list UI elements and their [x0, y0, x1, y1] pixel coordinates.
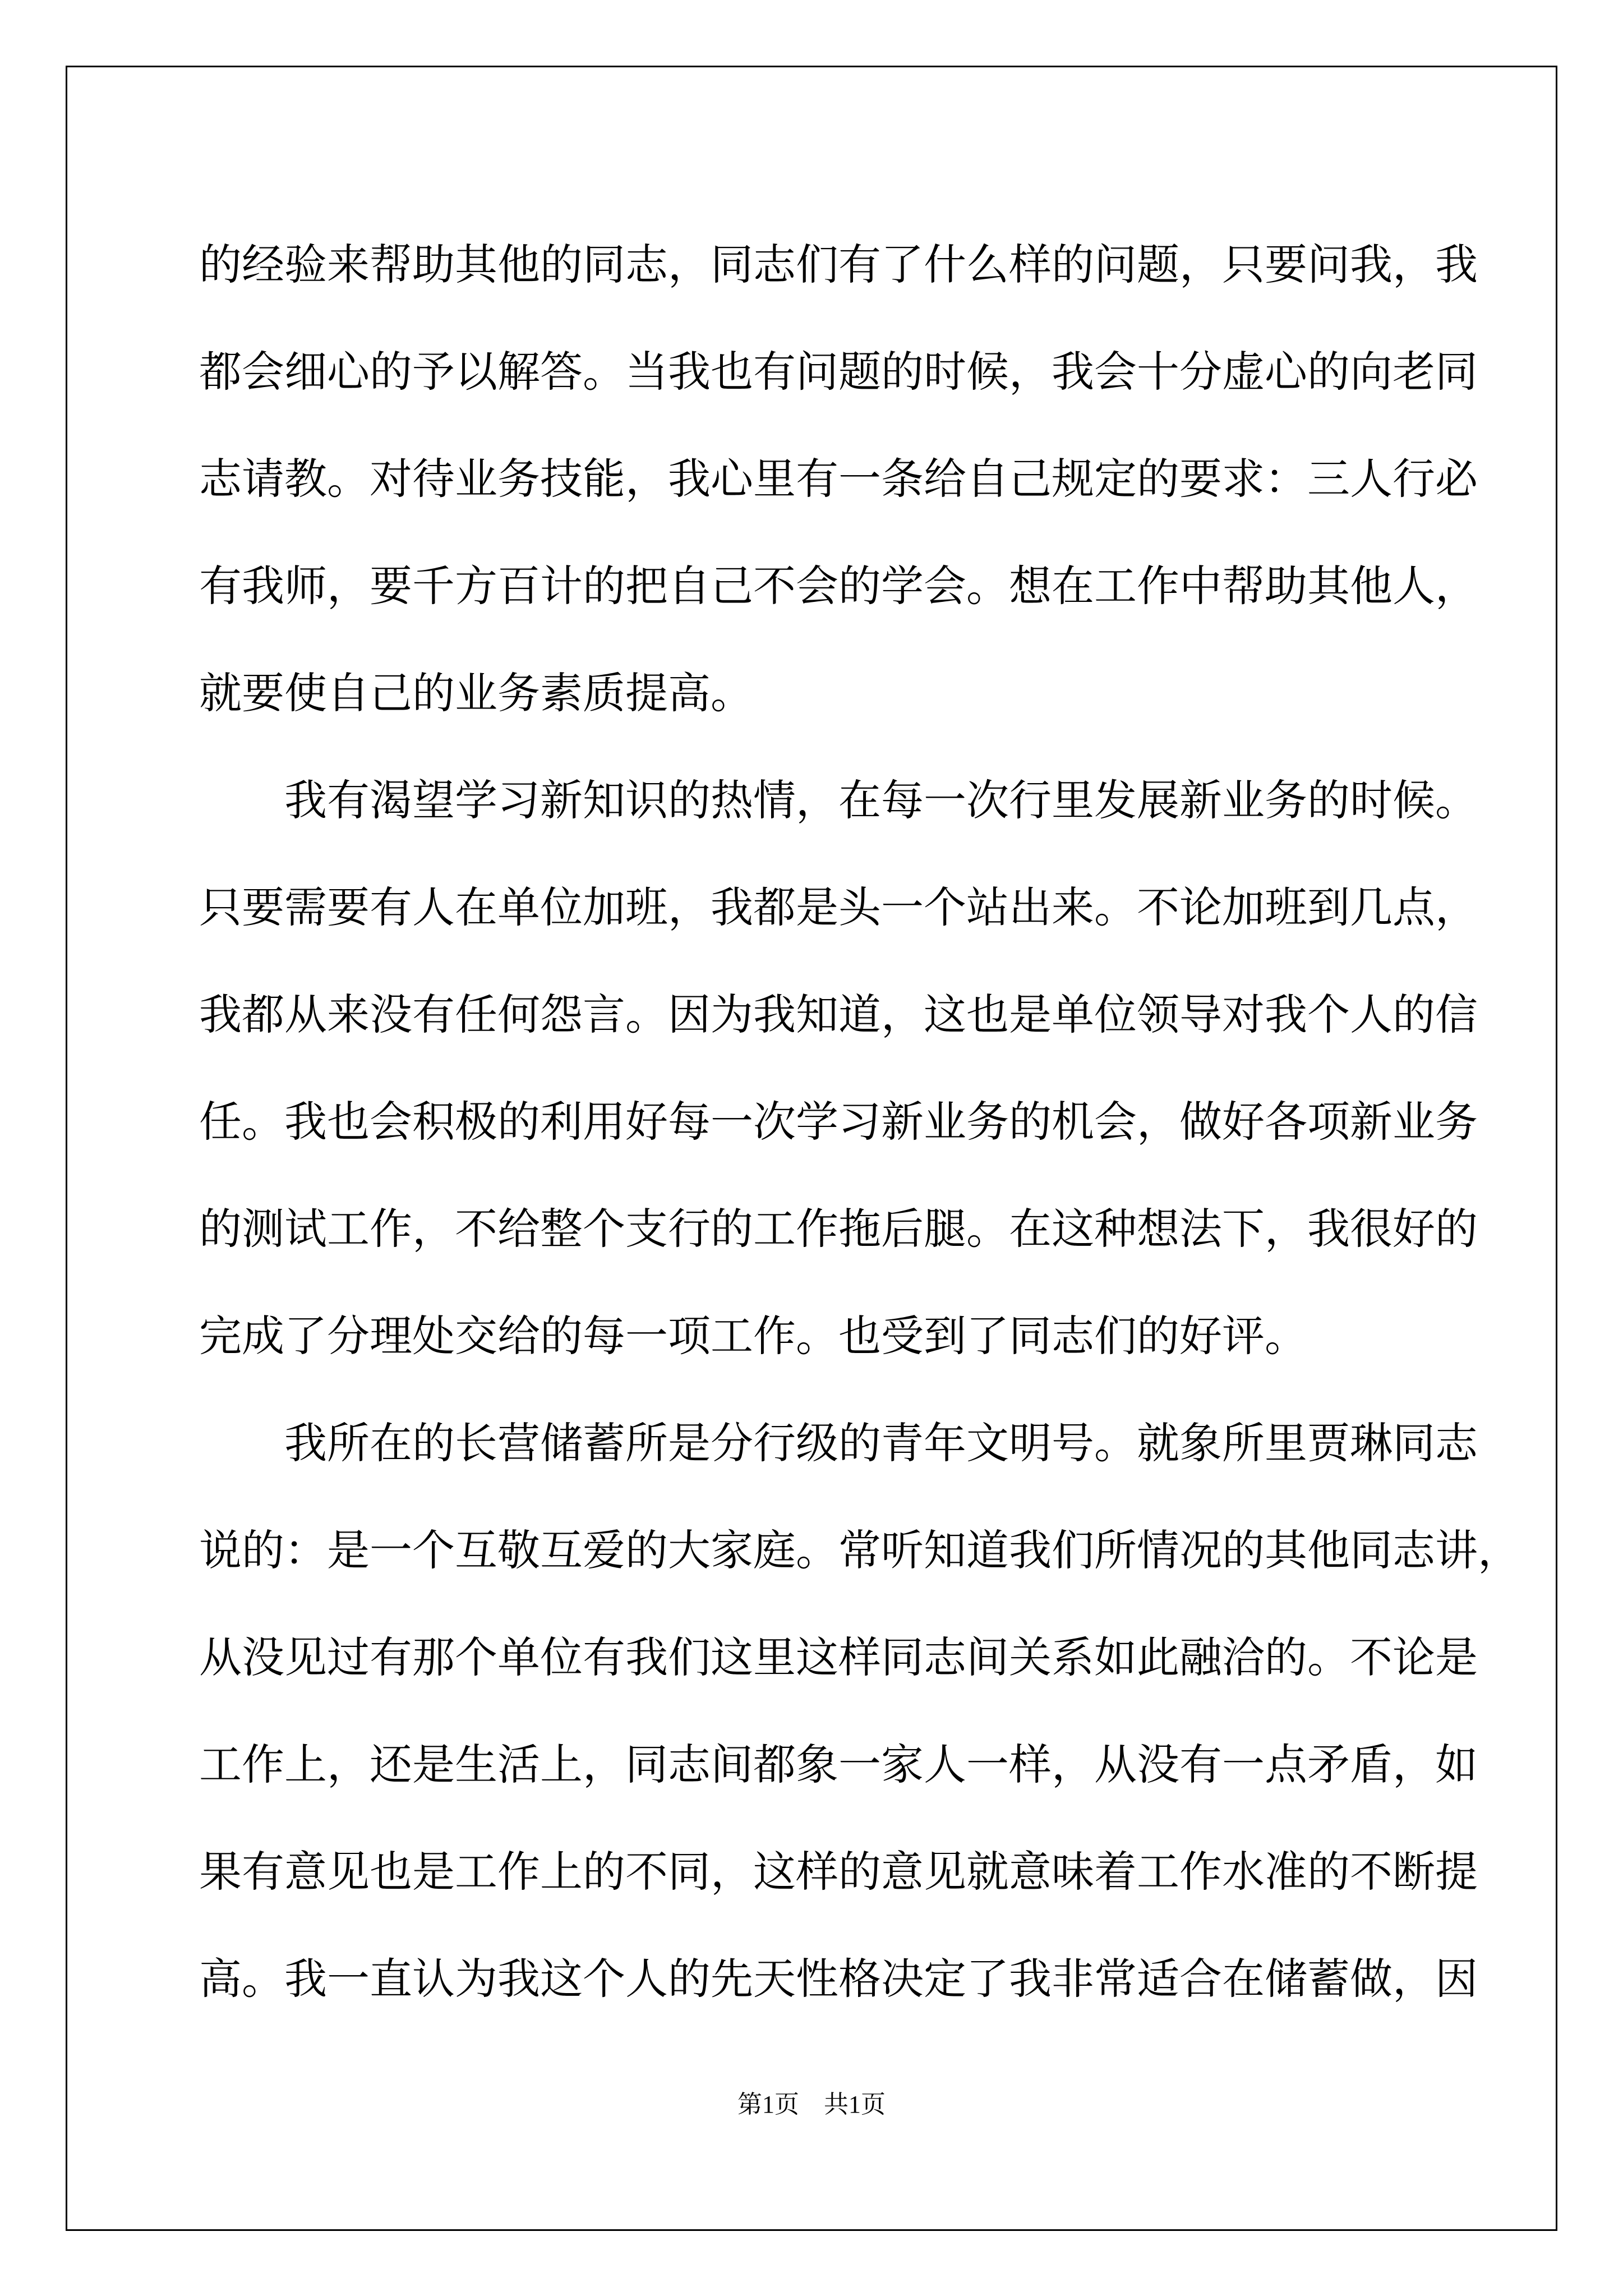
text-line: 的测试工作，不给整个支行的工作拖后腿。在这种想法下，我很好的: [199, 1204, 1478, 1254]
text-line: 工作上，还是生活上，同志间都象一家人一样，从没有一点矛盾，如: [199, 1740, 1478, 1789]
text-line: 完成了分理处交给的每一项工作。也受到了同志们的好评。: [199, 1311, 1307, 1361]
paragraph-first-line: 我所在的长营储蓄所是分行级的青年文明号。就象所里贾琳同志: [284, 1418, 1478, 1468]
document-body: [199, 211, 1520, 2032]
text-line: 有我师，要千方百计的把自己不会的学会。想在工作中帮助其他人，: [199, 561, 1478, 611]
text-line: 就要使自己的业务素质提高。: [199, 668, 753, 718]
paragraph-first-line: 我有渴望学习新知识的热情，在每一次行里发展新业务的时候。: [284, 775, 1478, 825]
text-line: 都会细心的予以解答。当我也有问题的时候，我会十分虚心的向老同: [199, 347, 1478, 397]
text-line: 高。我一直认为我这个人的先天性格决定了我非常适合在储蓄做，因: [199, 1954, 1478, 2004]
text-line: 志请教。对待业务技能，我心里有一条给自己规定的要求：三人行必: [199, 454, 1478, 504]
text-line: 从没见过有那个单位有我们这里这样同志间关系如此融洽的。不论是: [199, 1632, 1478, 1682]
text-line: 只要需要有人在单位加班，我都是头一个站出来。不论加班到几点，: [199, 882, 1478, 932]
text-line: 我都从来没有任何怨言。因为我知道，这也是单位领导对我个人的信: [199, 990, 1478, 1039]
text-line: 说的：是一个互敬互爱的大家庭。常听知道我们所情况的其他同志讲，: [199, 1525, 1520, 1575]
text-line: 任。我也会积极的利用好每一次学习新业务的机会，做好各项新业务: [199, 1097, 1478, 1147]
text-line: 的经验来帮助其他的同志，同志们有了什么样的问题，只要问我，我: [199, 240, 1478, 289]
page-number-footer: 第1页 共1页: [737, 2091, 886, 2118]
text-line: 果有意见也是工作上的不同，这样的意见就意味着工作水准的不断提: [199, 1847, 1478, 1897]
